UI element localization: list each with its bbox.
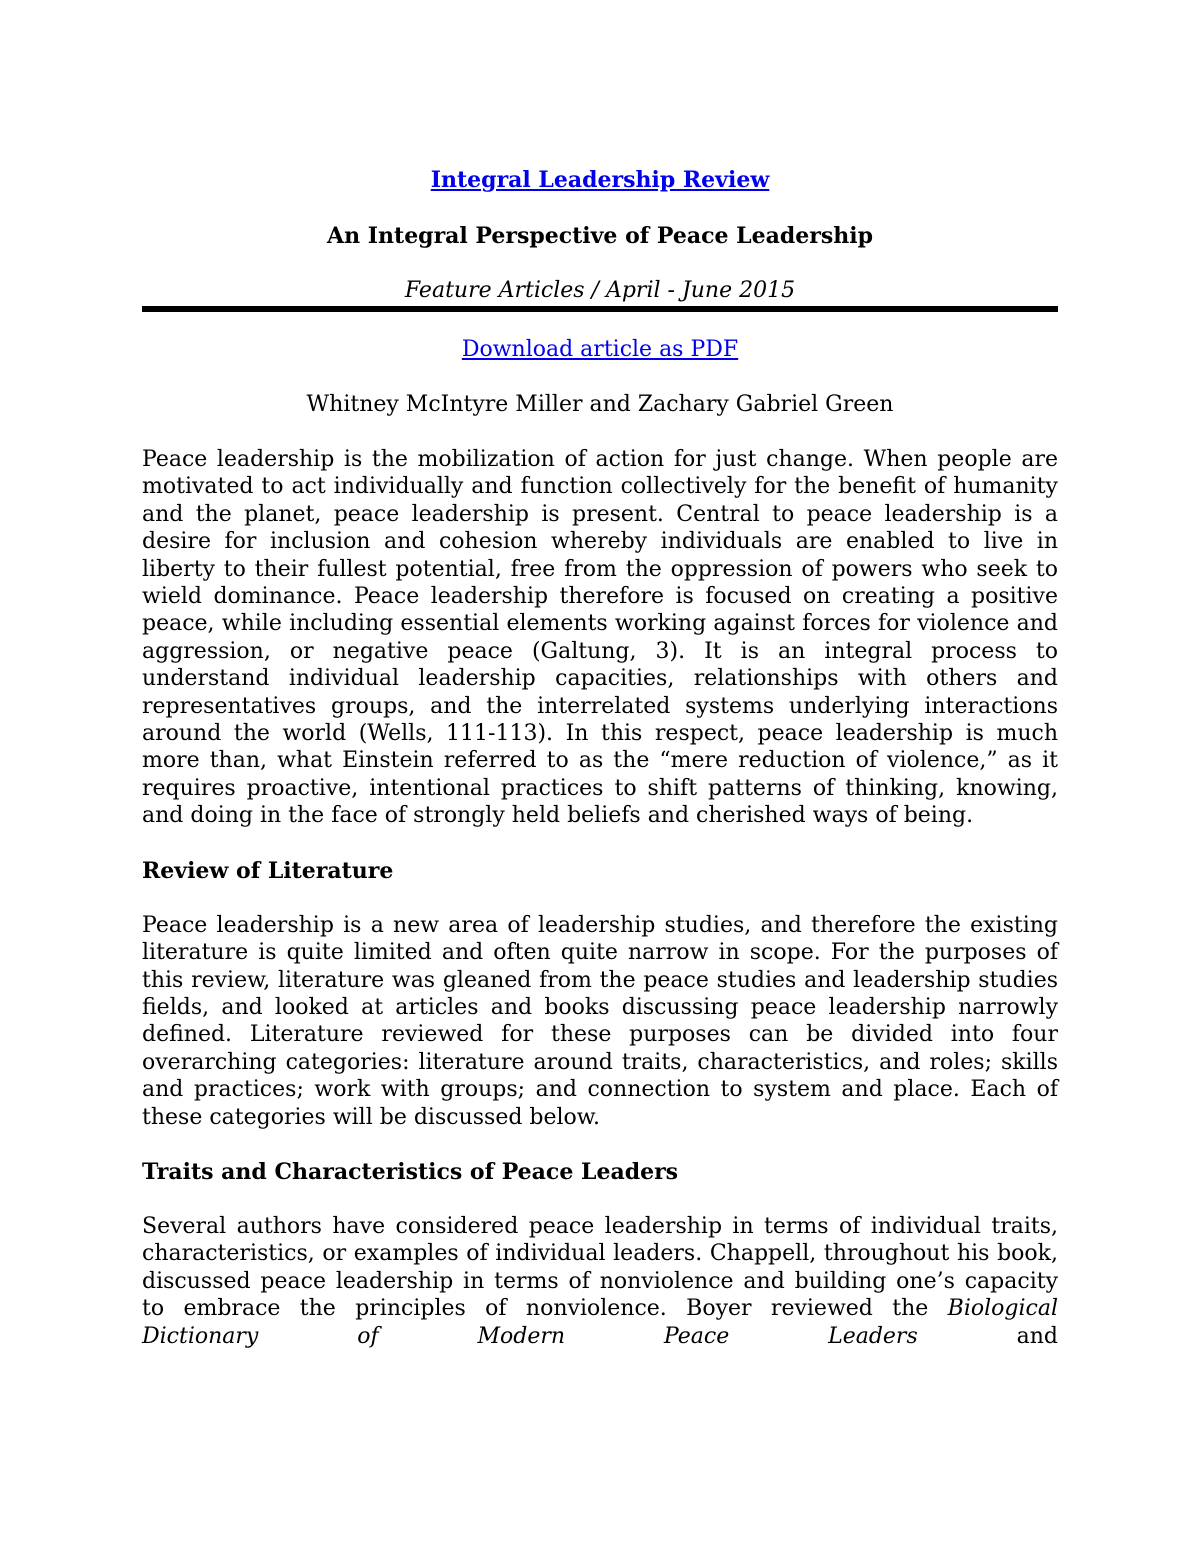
journal-link[interactable]: Integral Leadership Review: [430, 167, 770, 193]
review-paragraph: Peace leadership is a new area of leadership studies, and therefore the existing literature is quite limited and often quite narrow in scope. For the purposes of this review, literature was gleaned from the peace studies and leadership studies fields, and looked at articles and books discussing peace leadership narrowly defined. Literature reviewed for these purposes can be divided into four overarching categories: literature around traits, characteristics, and roles; skills and practices; work with groups; and connection to system and place. Each of these categories will be discussed below.: [142, 912, 1058, 1130]
horizontal-rule: [142, 306, 1058, 312]
feature-line: Feature Articles / April - June 2015: [404, 278, 796, 303]
book-title: Biological Dictionary of Modern Peace Leaders: [142, 1296, 1058, 1349]
intro-paragraph: Peace leadership is the mobilization of action for just change. When people are motivated to act individually and function collectively for the benefit of humanity and the planet, peace leadership is present. Central to peace leadership is a desire for inclusion and cohesion whereby individuals are enabled to live in liberty to their fullest potential, free from the oppression of powers who seek to wield dominance. Peace leadership therefore is focused on creating a positive peace, while including essential elements working against forces for violence and aggression, or negative peace (Galtung, 3). It is an integral process to understand individual leadership capacities, relationships with others and representatives groups, and the interrelated systems underlying interactions around the world (Wells, 111-113). In this respect, peace leadership is much more than, what Einstein referred to as the “mere reduction of violence,” as it requires proactive, intentional practices to shift patterns of thinking, knowing, and doing in the face of strongly held beliefs and cherished ways of being.: [142, 447, 1058, 829]
journal-title-row: [142, 166, 1058, 195]
article-title: An Integral Perspective of Peace Leadership: [327, 223, 873, 249]
download-pdf-link[interactable]: Download article as PDF: [461, 337, 739, 362]
review-heading: Review of Literature: [142, 857, 394, 884]
traits-paragraph: [142, 1213, 1058, 1350]
download-row: [142, 336, 1058, 364]
document-page: [142, 166, 1058, 1350]
traits-heading: Traits and Characteristics of Peace Leaders: [142, 1158, 679, 1185]
traits-text-end: and: [917, 1323, 1058, 1349]
traits-text-start: Several authors have considered peace leadership in terms of individual traits, characteristics, or examples of individual leaders. Chappell, throughout his book, discussed peace leadership in terms of nonviolence and building one’s capacity to embrace the principles of nonviolence. Boyer reviewed the: [142, 1213, 1058, 1322]
authors-line: Whitney McIntyre Miller and Zachary Gabriel Green: [306, 392, 894, 417]
